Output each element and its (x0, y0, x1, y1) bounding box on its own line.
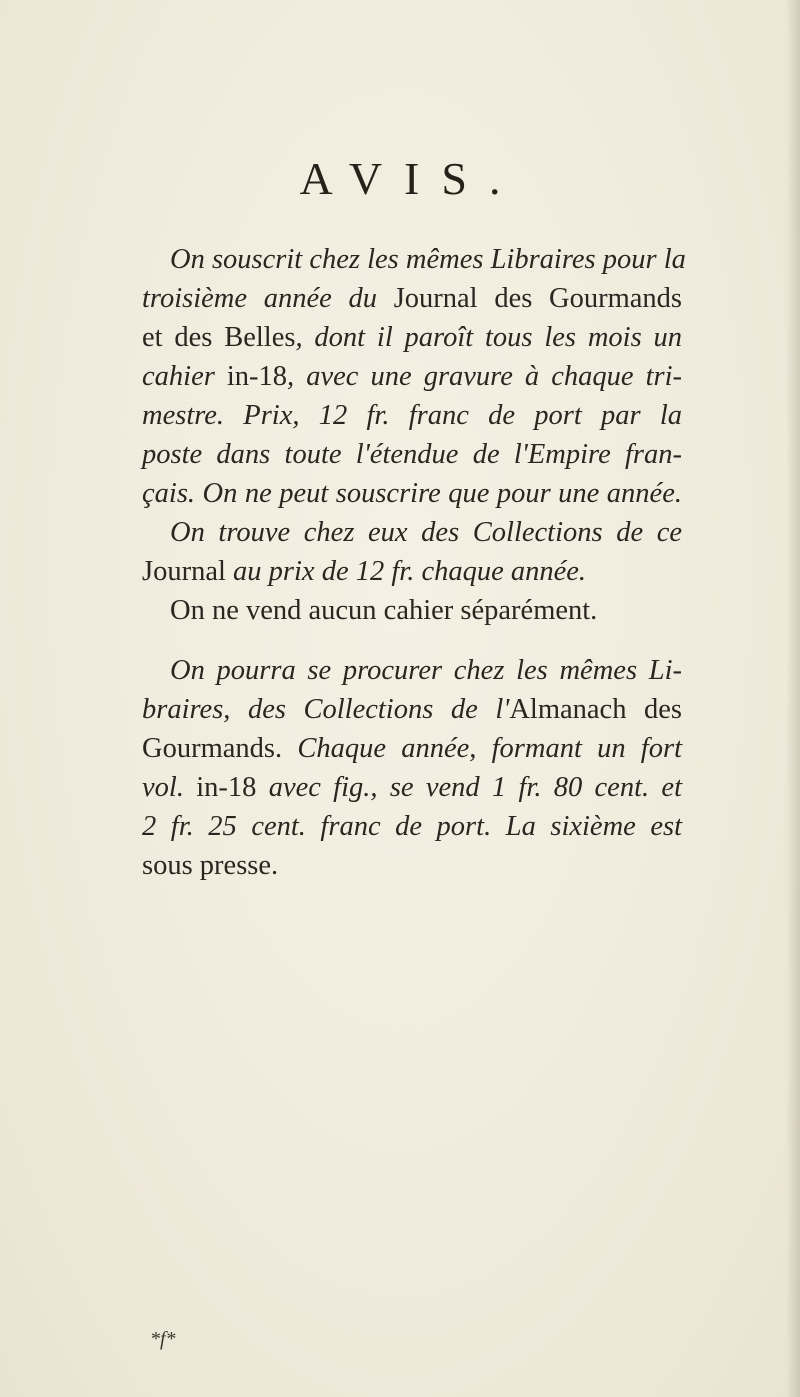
para4-line1: On pourra se procurer chez les mêmes Li- (170, 655, 682, 686)
para3-line1: On ne vend aucun cahier séparément. (170, 595, 598, 626)
para4-line3: Gourmands. Chaque année, formant un fort (142, 733, 682, 764)
para1-line3: et des Belles, dont il paroît tous les mois un (142, 322, 682, 353)
para1-line2: troisième année du Journal des Gourmands (142, 283, 682, 314)
notice-text-top (142, 240, 686, 630)
page-edge-shadow (786, 0, 800, 1397)
para4-line6: sous presse. (142, 850, 279, 881)
para2-line1: On trouve chez eux des Collections de ce (170, 517, 682, 548)
para4-line4: vol. in-18 avec fig., se vend 1 fr. 80 cent. et (142, 772, 682, 803)
para1-line7: çais. On ne peut souscrire que pour une année. (142, 478, 682, 509)
para1-line4: cahier in-18, avec une gravure à chaque tri- (142, 361, 682, 392)
para4-line5: 2 fr. 25 cent. franc de port. La sixième est (142, 811, 682, 842)
para1-line6: poste dans toute l'étendue de l'Empire fran- (142, 439, 682, 470)
page-title: AVIS. (299, 153, 523, 204)
para1-line5: mestre. Prix, 12 fr. franc de port par la (142, 400, 682, 431)
para2-line2: Journal au prix de 12 fr. chaque année. (142, 556, 587, 587)
para4-line2: braires, des Collections de l'Almanach des (142, 694, 683, 725)
para1-line1: On souscrit chez les mêmes Libraires pour la (170, 244, 686, 275)
signature-mark: *f* (150, 1328, 176, 1350)
notice-text-bottom (142, 651, 682, 885)
